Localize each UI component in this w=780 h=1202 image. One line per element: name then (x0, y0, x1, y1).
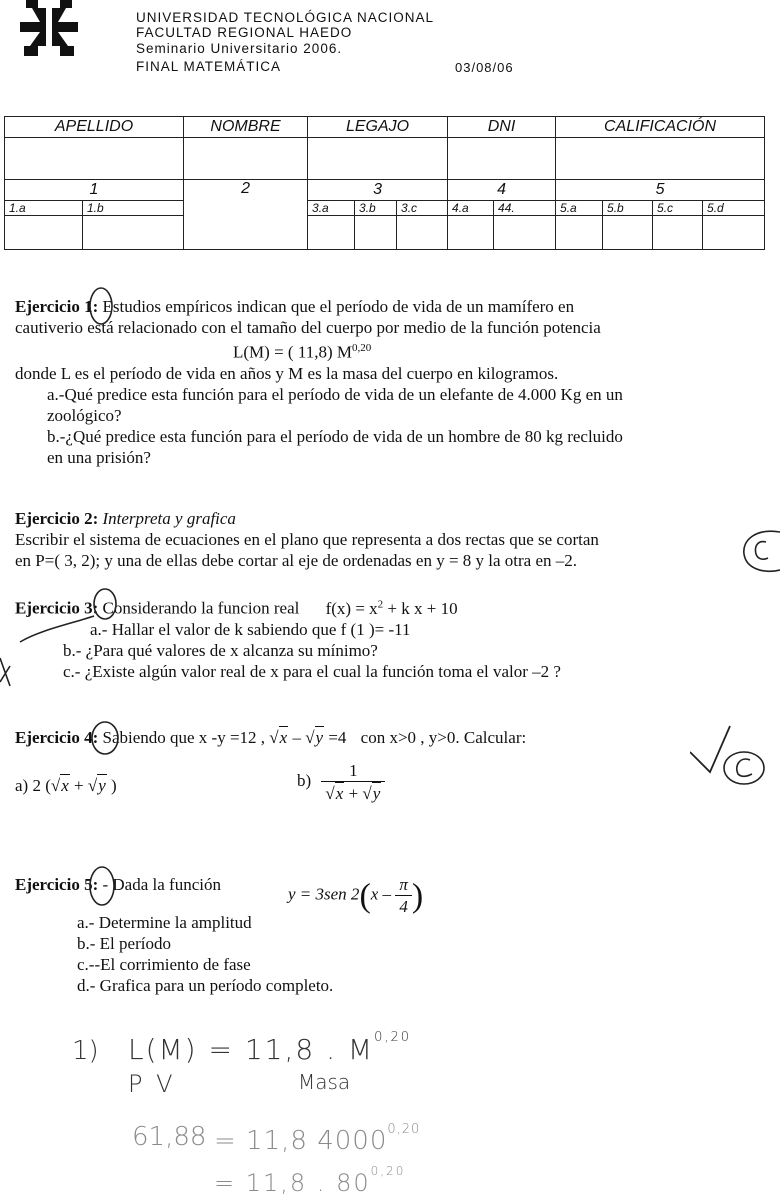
fraction-numerator: π (395, 874, 412, 896)
minus-sign: – (288, 728, 306, 747)
plus-sign: + (344, 784, 363, 803)
fraction-denominator: 4 (399, 897, 408, 916)
sqrt-x: √x (269, 728, 288, 747)
exercise-2-text: Escribir el sistema de ecuaciones en el plano que representa a dos rectas que se cortan (15, 530, 599, 549)
exercise-4-condition: con x>0 , y>0. Calcular: (360, 728, 527, 747)
grade-cell[interactable] (355, 216, 397, 250)
sub-1a: 1.a (5, 201, 83, 216)
grade-cell[interactable] (494, 216, 556, 250)
exercise-5-title: Ejercicio 5: (15, 875, 99, 894)
handwritten-line (214, 1122, 420, 1156)
calificacion-field[interactable] (556, 138, 765, 180)
sub-5d: 5.d (703, 201, 765, 216)
sub-1b: 1.b (83, 201, 184, 216)
university-name: UNIVERSIDAD TECNOLÓGICA NACIONAL (136, 10, 435, 25)
nombre-field[interactable] (184, 138, 308, 180)
function-text: + k x + 10 (383, 598, 458, 618)
exercise-4-intro: Sabiendo que x -y =12 , (102, 728, 266, 747)
exercise-1-item-b: en una prisión? (47, 447, 151, 467)
grade-c-mark (736, 526, 780, 576)
plus-sign: + (69, 776, 88, 795)
sqrt-y-value: y (98, 776, 106, 795)
sqrt-x-value: x (335, 784, 344, 803)
function-text: f(x) = x (325, 598, 378, 618)
exercise-1-text: donde L es el período de vida en años y M es la masa del cuerpo en kilogramos. (15, 363, 559, 383)
handwritten-text: L(M) = 11,8 . M (128, 1033, 375, 1066)
handwritten-exponent: 0,20 (374, 1030, 412, 1045)
exercise-number-3: 3 (308, 180, 448, 201)
exercise-4-title: Ejercicio 4: (15, 728, 99, 747)
exercise-1-formula (15, 338, 623, 363)
hand-circle-mark (86, 862, 120, 910)
exercise-1-text: Estudios empíricos indican que el período de vida de un mamífero en (102, 297, 575, 316)
exercise-1-item-a: a.-Qué predice esta función para el período de vida de un elefante de 4.000 Kg en un (47, 384, 623, 404)
exercise-3-title: Ejercicio 3: (15, 598, 99, 618)
handwritten-text: = 11,8 4000 (214, 1126, 388, 1156)
apellido-field[interactable] (5, 138, 184, 180)
grade-table (4, 116, 765, 250)
exercise-1-item-a: zoológico? (47, 405, 122, 425)
exercise-2-subtitle: Interpreta y grafica (102, 509, 236, 528)
exercise-2-text: en P=( 3, 2); y una de ellas debe cortar al eje de ordenadas en y = 8 y la otra en –2. (15, 551, 578, 570)
handwritten-text: = 11,8 . 80 (214, 1169, 371, 1197)
handwritten-line (214, 1164, 405, 1197)
grade-cell[interactable] (308, 216, 355, 250)
hand-circle-mark (88, 718, 122, 758)
sqrt-y-value: y (315, 728, 324, 747)
exercise-2 (15, 508, 599, 571)
close-paren: ) (106, 776, 117, 795)
function-text: y = 3sen 2 (288, 884, 360, 904)
exercise-4-item-a (15, 774, 117, 796)
exercise-1-item-b: b.-¿Qué predice esta función para el período de vida de un hombre de 80 kg recluido (47, 426, 623, 446)
fraction-numerator: 1 (321, 760, 385, 782)
handwritten-number: 1) (72, 1036, 99, 1066)
sub-5a: 5.a (556, 201, 603, 216)
sqrt-y: √y (87, 776, 106, 795)
sub-4b: 44. (494, 201, 556, 216)
exercise-3-function (304, 599, 458, 618)
grade-cell[interactable] (83, 216, 184, 250)
sqrt-x-value: x (279, 728, 288, 747)
hand-stroke-mark (0, 586, 124, 690)
exercise-2-title: Ejercicio 2: (15, 509, 99, 528)
handwritten-exponent: 0,20 (387, 1122, 421, 1137)
exam-date: 03/08/06 (455, 60, 514, 75)
header-nombre: NOMBRE (184, 117, 308, 138)
exercise-number-5: 5 (556, 180, 765, 201)
header-apellido: APELLIDO (5, 117, 184, 138)
sqrt-y-value: y (372, 784, 381, 803)
grade-cell[interactable] (603, 216, 653, 250)
header-legajo: LEGAJO (308, 117, 448, 138)
exercise-5-intro: - Dada la función (102, 875, 221, 894)
exam-name: FINAL MATEMÁTICA (136, 59, 282, 74)
exercise-4-item-b (297, 760, 385, 804)
exercise-1-title: Ejercicio 1: (15, 297, 99, 316)
exercise-3-intro: Considerando la funcion real (102, 598, 300, 618)
header-calificacion: CALIFICACIÓN (556, 117, 765, 138)
exercise-3-item-a: a.- Hallar el valor de k sabiendo que f (1 )= -11 (90, 619, 411, 639)
exercise-1-text: cautiverio está relacionado con el tamaño del cuerpo por medio de la función potencia (15, 318, 601, 337)
item-a-label: a) 2 ( (15, 776, 51, 795)
checkmark-grade-mark (690, 722, 770, 788)
handwritten-line (128, 1030, 411, 1066)
dni-field[interactable] (448, 138, 556, 180)
equation-value: =4 (324, 728, 347, 747)
exercise-5-item-a: a.- Determine la amplitud (77, 913, 252, 932)
grade-cell[interactable] (556, 216, 603, 250)
function-exponent: 2 (377, 598, 384, 610)
grade-cell[interactable] (448, 216, 494, 250)
legajo-field[interactable] (308, 138, 448, 180)
formula-text: L(M) = ( 11,8) M (233, 342, 352, 362)
fraction (321, 760, 385, 804)
sub-4a: 4.a (448, 201, 494, 216)
grade-cell[interactable] (653, 216, 703, 250)
grade-cell[interactable] (703, 216, 765, 250)
sub-3a: 3.a (308, 201, 355, 216)
exercise-5-item-c: c.--El corrimiento de fase (77, 955, 251, 974)
grade-cell[interactable] (5, 216, 83, 250)
handwritten-text: Masa (298, 1070, 351, 1094)
sub-3c: 3.c (397, 201, 448, 216)
handwritten-text: 61,88 (132, 1122, 207, 1152)
sqrt-x: √x (50, 776, 69, 795)
formula-exponent: 0,20 (351, 342, 372, 354)
fraction-denominator: √x + √y (325, 784, 381, 803)
sqrt-y: √y (305, 728, 324, 747)
exercise-number-1: 1 (5, 180, 184, 201)
grade-cell[interactable] (397, 216, 448, 250)
exercise-3-item-c: c.- ¿Existe algún valor real de x para el cual la función toma el valor –2 ? (63, 661, 561, 681)
exercise-3-item-b: b.- ¿Para qué valores de x alcanza su mínimo? (63, 640, 378, 660)
exercise-5-item-b: b.- El período (77, 934, 171, 953)
exercise-5-items (15, 912, 333, 996)
handwritten-exponent: 0,20 (370, 1164, 406, 1178)
sub-5c: 5.c (653, 201, 703, 216)
seminar-name: Seminario Universitario 2006. (136, 41, 343, 56)
item-b-label: b) (297, 770, 312, 790)
sqrt-x-value: x (61, 776, 69, 795)
exercise-5-function: y = 3sen 2(x – $\frac{\pi}{4}$ ) (288, 875, 424, 916)
hand-circle-mark (86, 285, 120, 329)
exercise-number-2: 2 (184, 180, 308, 250)
header-dni: DNI (448, 117, 556, 138)
handwritten-text: P V (128, 1070, 176, 1098)
fraction (395, 874, 412, 917)
sub-3b: 3.b (355, 201, 397, 216)
utn-logo (18, 0, 80, 58)
exercise-number-4: 4 (448, 180, 556, 201)
faculty-name: FACULTAD REGIONAL HAEDO (136, 25, 353, 40)
sub-5b: 5.b (603, 201, 653, 216)
exercise-5-item-d: d.- Grafica para un período completo. (77, 976, 334, 995)
